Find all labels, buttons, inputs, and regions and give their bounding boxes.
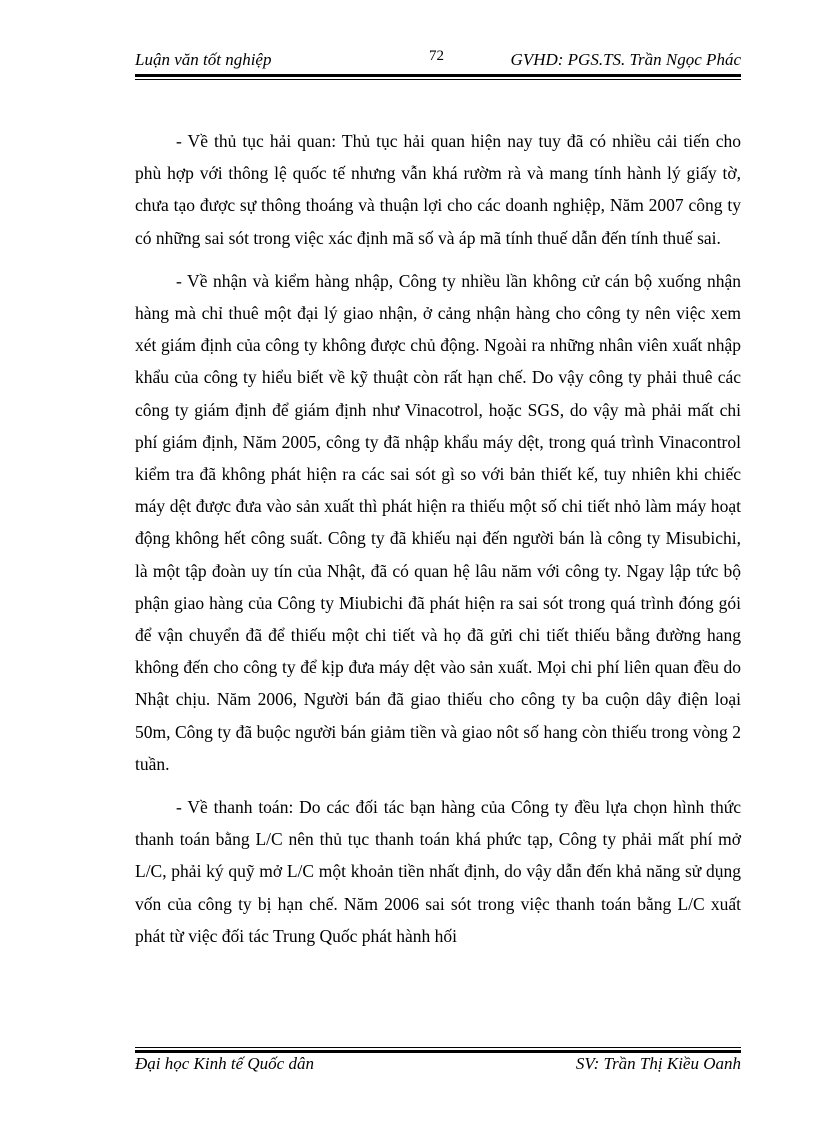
footer-rule-thin [135,1047,741,1048]
footer-university: Đại học Kinh tế Quốc dân [135,1054,314,1073]
page-header [135,48,741,74]
header-advisor: GVHD: PGS.TS. Trần Ngọc Phác [510,50,741,69]
header-rule-thick [135,74,741,77]
paragraph-receiving-inspection: - Về nhận và kiểm hàng nhập, Công ty nhiều lần không cử cán bộ xuống nhận hàng mà chỉ thuê một đại lý giao nhận, ở cảng nhận hàng cho công ty nên việc xem xét giám định của công ty không được chủ động. Ngoài ra những nhân viên xuất nhập khẩu của công ty hiểu biết về kỹ thuật còn rất hạn chế. Do vậy công ty phải thuê các công ty giám định để giám định như Vinacotrol, hoặc SGS, do vậy mà phải mất chi phí giám định, Năm 2005, công ty đã nhập khẩu máy dệt, trong quá trình Vinacontrol kiểm tra đã không phát hiện ra các sai sót gì so với bản thiết kế, tuy nhiên khi chiếc máy dệt được đưa vào sản xuất thì phát hiện ra thiếu một số chi tiết nhỏ làm máy hoạt động không hết công suất. Công ty đã khiếu nại đến người bán là công ty Misubichi, là một tập đoàn uy tín của Nhật, đã có quan hệ lâu năm với công ty. Ngay lập tức bộ phận giao hàng của Công ty Miubichi đã phát hiện ra sai sót trong quá trình đóng gói để vận chuyển đã để thiếu một chi tiết và họ đã gửi chi tiết thiếu bằng đường hang không đến cho công ty để kịp đưa máy dệt vào sản xuất. Mọi chi phí liên quan đều do Nhật chịu. Năm 2006, Người bán đã giao thiếu cho công ty ba cuộn dây điện loại 50m, Công ty đã buộc người bán giảm tiền và giao nôt số hang còn thiếu trong vòng 2 tuần. [135,270,741,774]
page-number: 72 [429,48,444,64]
paragraph-customs: - Về thủ tục hải quan: Thủ tục hải quan hiện nay tuy đã có nhiều cải tiến cho phù hợp với thông lệ quốc tế nhưng vẫn khá rườm rà và mang tính hành lý giấy tờ, chưa tạo được sự thông thoáng và thuận lợi cho các doanh nghiệp, Năm 2007 công ty có những sai sót trong việc xác định mã số và áp mã tính thuế dẫn đến tính thuế sai. [135,131,741,248]
page-footer [135,1054,741,1080]
header-thesis-title: Luận văn tốt nghiệp [135,50,272,69]
paragraph-payment: - Về thanh toán: Do các đối tác bạn hàng của Công ty đều lựa chọn hình thức thanh toán bằng L/C nên thủ tục thanh toán khá phức tạp, Công ty phải mất phí mở L/C, phải ký quỹ mở L/C một khoản tiền nhất định, do vậy dẫn đến khả năng sử dụng vốn của công ty bị hạn chế. Năm 2006 sai sót trong việc thanh toán bằng L/C xuất phát từ việc đối tác Trung Quốc phát hành hối [135,797,741,946]
header-rule-thin [135,79,741,80]
body-text [135,125,741,963]
footer-student: SV: Trần Thị Kiều Oanh [575,1054,741,1073]
footer-rule-thick [135,1050,741,1053]
